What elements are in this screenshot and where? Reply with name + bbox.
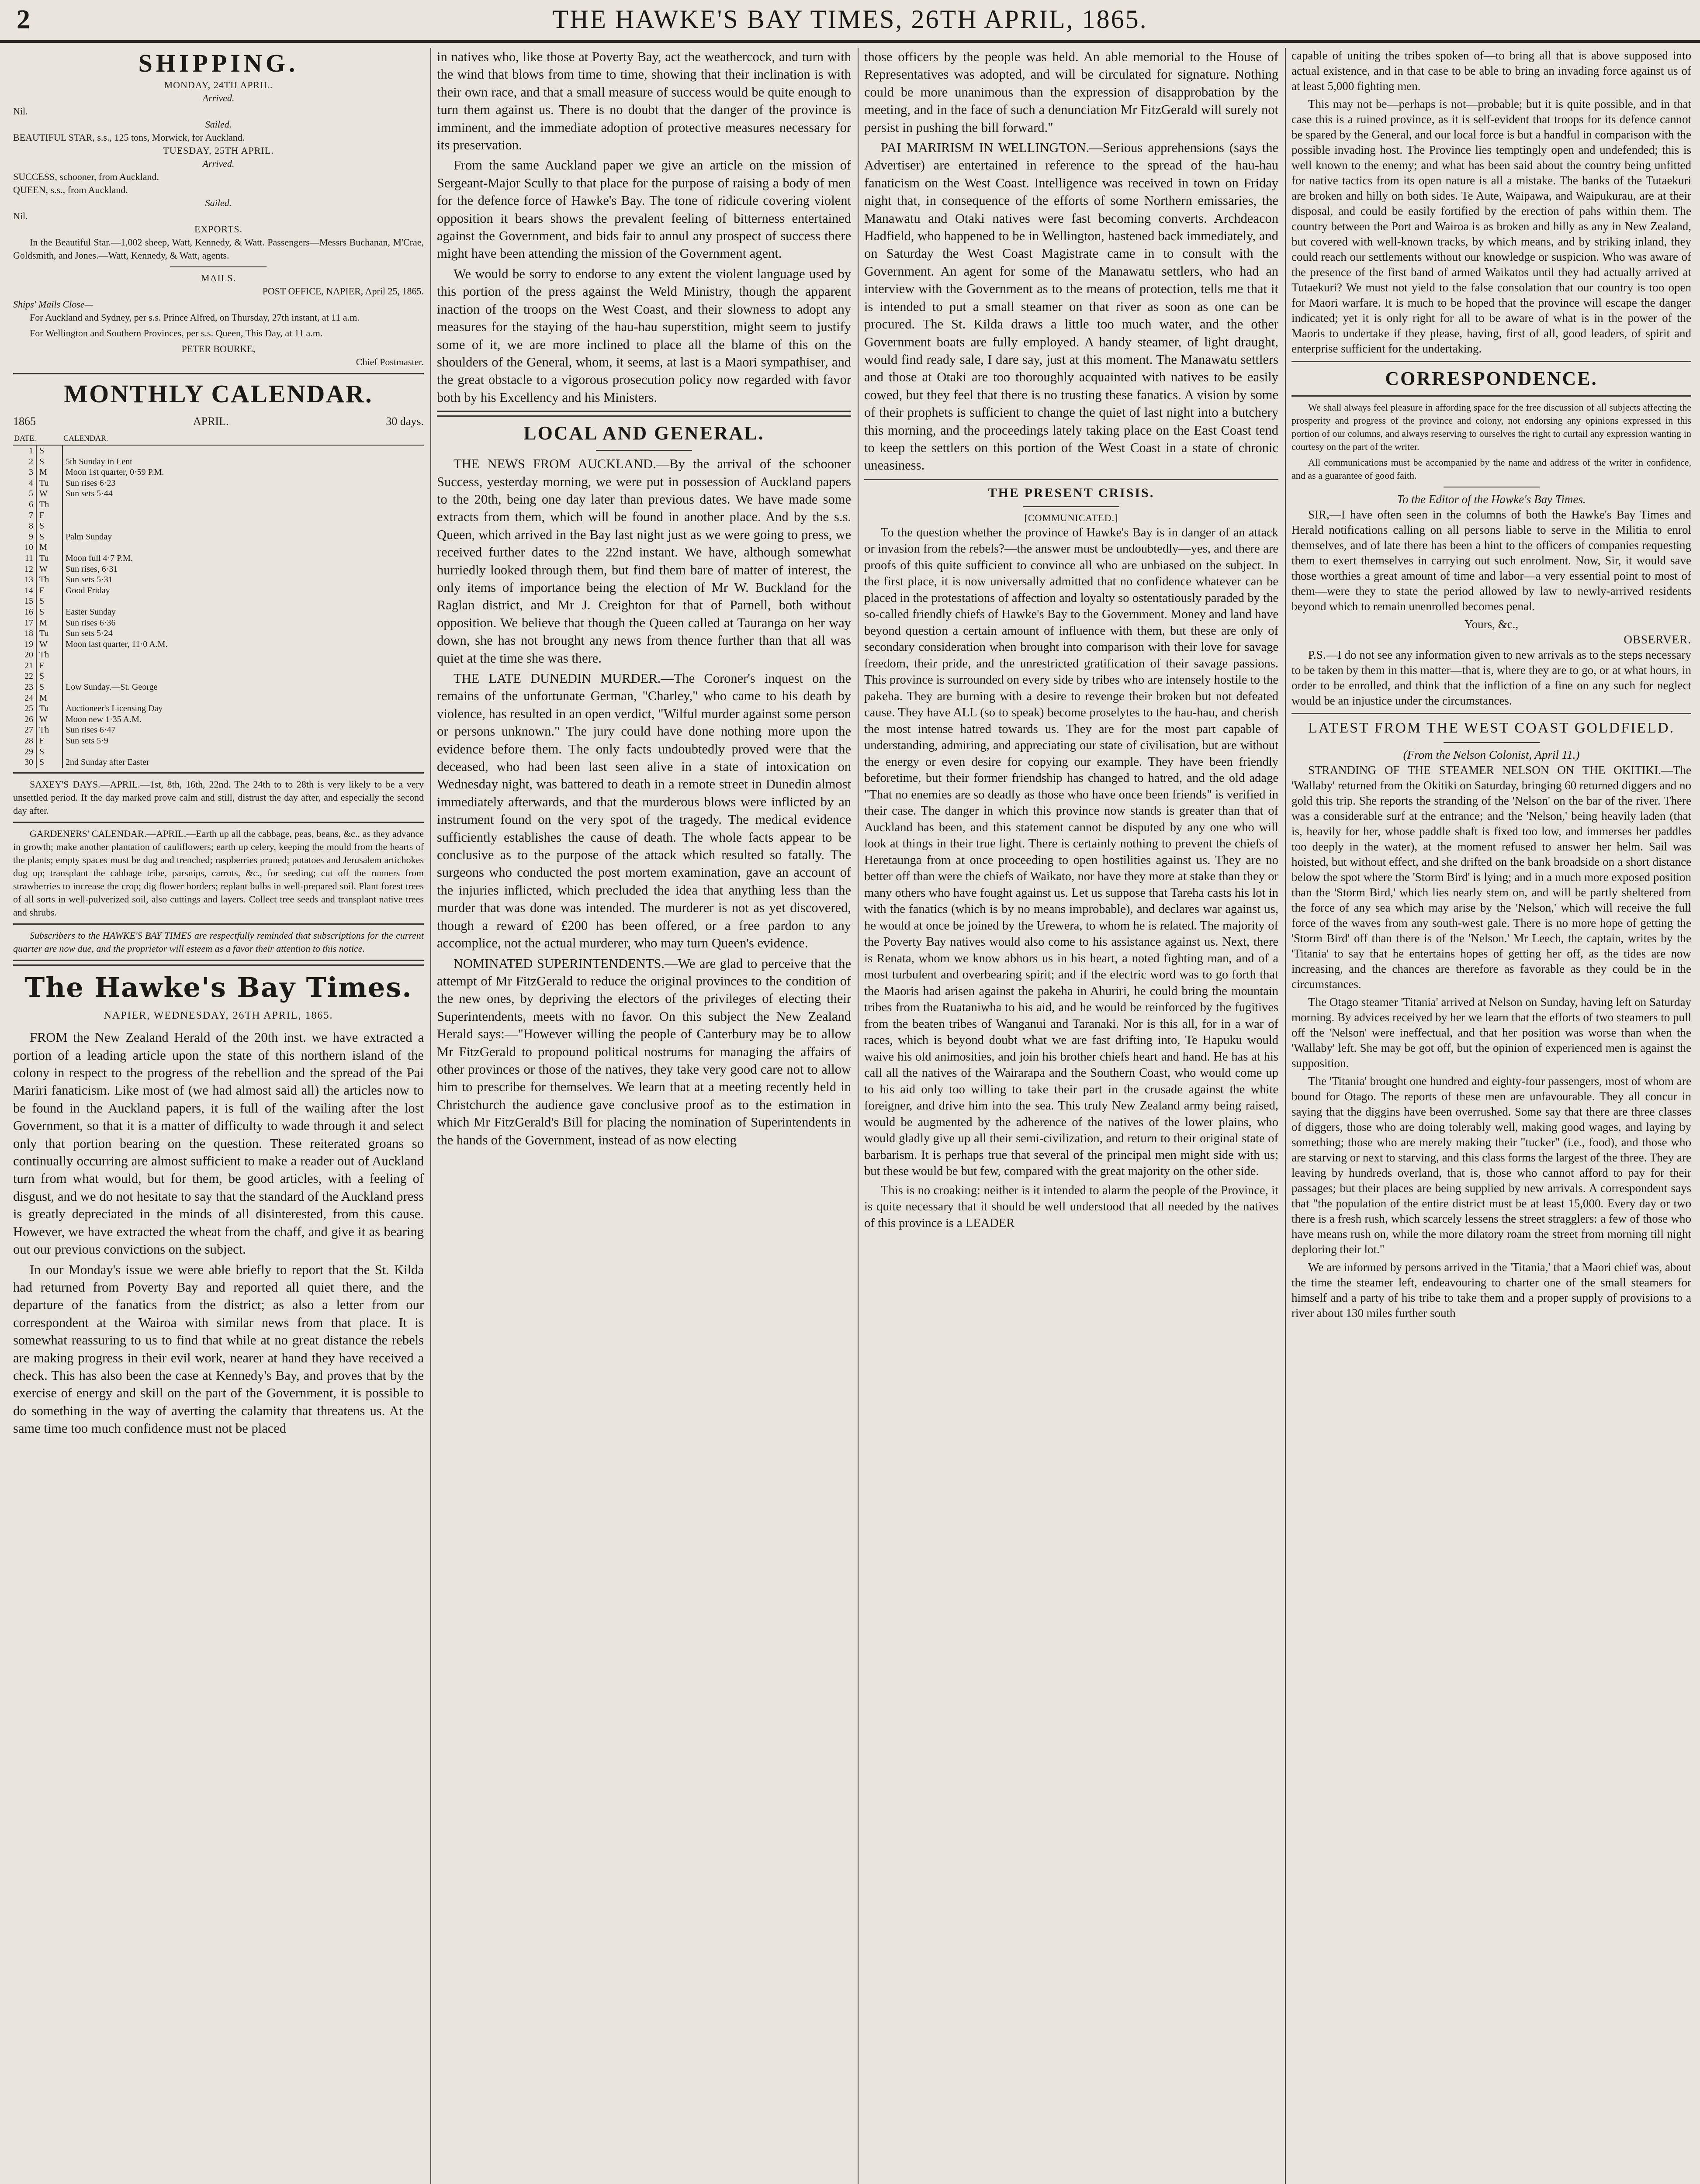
crisis-paragraph: This is no croaking: neither is it intended to alarm the people of the Province, it is quite necessary that it should be well understood that all needed by the natives of this province is a LEADER bbox=[864, 1183, 1278, 1230]
crisis-heading: THE PRESENT CRISIS. bbox=[988, 485, 1155, 500]
shipping-sailed: Sailed. bbox=[205, 119, 232, 130]
calendar-day-number: 7 bbox=[29, 510, 33, 520]
calendar-event: Sun sets 5·31 bbox=[62, 574, 424, 585]
letter-postscript: P.S.—I do not see any information given to new arrivals as to the steps necessary to be taken by them in this matter—that is, where they are to go, or at what hours, in order to be enrolled, and think that the infliction of a fine on any such for neglect would be an injustice under the circumstances. bbox=[1291, 648, 1691, 707]
goldfield-source: (From the Nelson Colonist, April 11.) bbox=[1403, 748, 1580, 761]
shipping-date: MONDAY, 24TH APRIL. bbox=[164, 79, 273, 90]
calendar-event: 5th Sunday in Lent bbox=[62, 456, 424, 467]
column-rule bbox=[430, 48, 431, 2184]
divider bbox=[1023, 506, 1119, 507]
calendar-event: 2nd Sunday after Easter bbox=[62, 757, 424, 768]
calendar-row bbox=[13, 478, 424, 489]
calendar-day-number: 5 bbox=[29, 489, 33, 499]
calendar-weekday: S bbox=[36, 671, 62, 682]
calendar-event bbox=[62, 542, 424, 553]
calendar-day-number: 19 bbox=[24, 639, 33, 649]
saxeys-days: SAXEY'S DAYS.—APRIL.—1st, 8th, 16th, 22nd. The 24th to to 28th is very likely to be a very unsettled period. If the day marked prove calm and still, distrust the day after, and especially the second day after. bbox=[13, 778, 424, 816]
correspondence-notice: We shall always feel pleasure in affording space for the free discussion of all subjects affecting the prosperity and progress of the province and colony, not endorsing any opinions expressed in this portion of our columns, and always reserving to ourselves the right to curtail any expression wanting in courtesy on the part of the writer. bbox=[1291, 402, 1691, 452]
shipping-sailed: Sailed. bbox=[205, 197, 232, 208]
calendar-day-number: 16 bbox=[24, 607, 33, 617]
calendar-event: Moon new 1·35 A.M. bbox=[62, 714, 424, 725]
calendar-subhead bbox=[13, 413, 424, 430]
calendar-row bbox=[13, 618, 424, 629]
leader-paragraph: in natives who, like those at Poverty Bay, act the weathercock, and turn with the wind that blows from time to time, showing that their inclination is with their own race, and that a small measure of success would be quite enough to turn them against us. There is no doubt that the danger of the province is imminent, and the immediate adoption of protective measures necessary for its preservation. bbox=[437, 49, 851, 153]
divider bbox=[596, 450, 692, 451]
goldfield-paragraph: The Otago steamer 'Titania' arrived at Nelson on Sunday, having left on Saturday morning. By advices received by her we learn that the efforts of two steamers to pull off the 'Nelson' were ineffectual, and that her position was worse than when the 'Wallaby' left. She may be got off, but the opinion of experienced men is against the supposition. bbox=[1291, 995, 1691, 1070]
calendar-weekday: S bbox=[36, 746, 62, 757]
letter-signature: OBSERVER. bbox=[1624, 633, 1691, 646]
calendar-event bbox=[62, 445, 424, 456]
crisis-paragraph: capable of uniting the tribes spoken of—to bring all that is above supposed into actual existence, and in that case to be able to bring an invading force against us of at least 5,000 fighting men. bbox=[1291, 49, 1691, 93]
calendar-day-number: 20 bbox=[24, 650, 33, 660]
calendar-event: Moon 1st quarter, 0·59 P.M. bbox=[62, 467, 424, 478]
divider bbox=[170, 266, 267, 267]
calendar-row bbox=[13, 607, 424, 618]
calendar-day-number: 1 bbox=[29, 446, 33, 456]
mails-office: POST OFFICE, NAPIER, April 25, 1865. bbox=[262, 286, 424, 297]
calendar-day-number: 14 bbox=[24, 585, 33, 595]
calendar-day-number: 29 bbox=[24, 746, 33, 757]
local-item: NOMINATED SUPERINTENDENTS.—We are glad to perceive that the attempt of Mr FitzGerald to reduce the original provinces to the condition of the new ones, by depriving the electors of the privileges of electing their Superintendents, meets with no favor. On this subject the New Zealand Herald says:—"However willing the people of Canterbury may be to allow Mr FitzGerald to propound political nostrums for managing the affairs of other provinces or those of the natives, they take very good care not to allow him to prescribe for themselves. We learn that at a meeting recently held in Christchurch the audience gave conclusive proof as to the estimation in which Mr FitzGerald's Bill for placing the nomination of Superintendents in the hands of the Government, instead of as now electing bbox=[437, 956, 851, 1147]
calendar-day-number: 28 bbox=[24, 736, 33, 746]
column-1 bbox=[13, 48, 424, 2184]
calendar-event bbox=[62, 671, 424, 682]
calendar-day-number: 17 bbox=[24, 618, 33, 628]
calendar-weekday: M bbox=[36, 467, 62, 478]
shipping-arrived: Arrived. bbox=[202, 93, 235, 104]
shipping-date: TUESDAY, 25TH APRIL. bbox=[163, 145, 274, 156]
calendar-row bbox=[13, 574, 424, 585]
mails-signer-title: Chief Postmaster. bbox=[356, 356, 424, 367]
mails-item: For Wellington and Southern Provinces, per s.s. Queen, This Day, at 11 a.m. bbox=[30, 328, 323, 339]
calendar-weekday: M bbox=[36, 618, 62, 629]
calendar-row bbox=[13, 682, 424, 693]
calendar-weekday: Tu bbox=[36, 553, 62, 564]
calendar-day-number: 4 bbox=[29, 478, 33, 488]
calendar-weekday: S bbox=[36, 757, 62, 768]
calendar-event: Sun rises 6·36 bbox=[62, 618, 424, 629]
leader-title: The Hawke's Bay Times. bbox=[24, 971, 412, 1003]
leader-paragraph: From the same Auckland paper we give an article on the mission of Sergeant-Major Scully to that place for the purpose of raising a body of men for the defence force of Hawke's Bay. The tone of ridicule covering violent opposition it bears shows the prevalent feeling of bitterness entertained against the Government, and bids fair to annul any prospect of success there might have been attending the mission of the Government agent. bbox=[437, 158, 851, 261]
exports-heading: EXPORTS. bbox=[194, 224, 242, 235]
calendar-event: Sun sets 5·24 bbox=[62, 628, 424, 639]
calendar-row bbox=[13, 660, 424, 671]
letter-yours: Yours, &c., bbox=[1464, 618, 1519, 631]
calendar-month: APRIL. bbox=[193, 415, 229, 428]
calendar-row bbox=[13, 467, 424, 478]
exports-text: In the Beautiful Star.—1,002 sheep, Watt, Kennedy, & Watt. Passengers—Messrs Buchanan, M'Crae, Goldsmith, and Jones.—Watt, Kennedy, & Watt, agents. bbox=[13, 237, 424, 261]
calendar-col-date: DATE. bbox=[13, 432, 62, 445]
calendar-row bbox=[13, 510, 424, 521]
calendar-event bbox=[62, 596, 424, 607]
calendar-day-number: 8 bbox=[29, 521, 33, 531]
divider bbox=[1291, 395, 1691, 397]
calendar-weekday: S bbox=[36, 445, 62, 456]
calendar-row bbox=[13, 693, 424, 704]
calendar-day-number: 13 bbox=[24, 575, 33, 585]
shipping-heading: SHIPPING. bbox=[138, 49, 299, 77]
calendar-day-number: 23 bbox=[24, 682, 33, 692]
calendar-row bbox=[13, 532, 424, 543]
calendar-day-number: 21 bbox=[24, 660, 33, 670]
calendar-event: Sun sets 5·9 bbox=[62, 736, 424, 746]
calendar-day-number: 6 bbox=[29, 499, 33, 509]
shipping-nil: Nil. bbox=[13, 106, 28, 117]
divider bbox=[13, 772, 424, 774]
calendar-row bbox=[13, 639, 424, 650]
calendar-row bbox=[13, 445, 424, 456]
calendar-weekday: S bbox=[36, 682, 62, 693]
calendar-event bbox=[62, 660, 424, 671]
calendar-row bbox=[13, 596, 424, 607]
calendar-day-number: 9 bbox=[29, 532, 33, 542]
calendar-day-number: 22 bbox=[24, 671, 33, 681]
calendar-table bbox=[13, 432, 424, 767]
divider bbox=[437, 411, 851, 417]
local-item: those officers by the people was held. An able memorial to the House of Representatives was adopted, and will be circulated for signature. Nothing could be more unanimous than the expression of disapprobation by the meeting, and in the face of such a denunciation Mr FitzGerald will surely not persist in pushing the bill forward." bbox=[864, 49, 1278, 135]
calendar-day-number: 12 bbox=[24, 564, 33, 574]
page-number: 2 bbox=[17, 5, 30, 35]
calendar-col-calendar: CALENDAR. bbox=[62, 432, 424, 445]
calendar-event: Moon last quarter, 11·0 A.M. bbox=[62, 639, 424, 650]
divider bbox=[13, 822, 424, 823]
calendar-row bbox=[13, 564, 424, 575]
divider bbox=[1444, 742, 1540, 743]
calendar-heading: MONTHLY CALENDAR. bbox=[64, 380, 373, 408]
calendar-weekday: F bbox=[36, 660, 62, 671]
calendar-event bbox=[62, 650, 424, 660]
column-3 bbox=[864, 48, 1278, 2184]
calendar-row bbox=[13, 628, 424, 639]
calendar-day-number: 10 bbox=[24, 543, 33, 553]
calendar-row bbox=[13, 542, 424, 553]
leader-paragraph: In our Monday's issue we were able briefly to report that the St. Kilda had returned from Poverty Bay and reported all quiet there, and the departure of the fanatics from the district; as also a letter from our correspondent at the Wairoa with similar news from that place. It is somewhat reassuring to us to find that while at no great distance the rebels are making progress in their evil work, nearer at hand they have received a check. This has also been the case at Kennedy's Bay, and proves that by the exercise of energy and skill on the part of the Government, it is possible to do something in the way of averting the calamity that threatens us. At the same time too much confidence must not be placed bbox=[13, 1262, 424, 1436]
crisis-paragraph: This may not be—perhaps is not—probable; but it is quite possible, and in that case this is a ruined province, as it is self-evident that troops for its defence cannot be spared by the General, and our local force is but a handful in comparison with the possible invading host. The Province lies temptingly open and undefended; this is well known to the enemy; and what has been said about the country being unfitted for native tactics from its open nature is all a mistake. The banks of the Tutaekuri are broken and hilly on both sides. Te Aute, Waipawa, and Waipukurau, are at their disposal, and could be easily fortified by the erection of pahs within them. The country between the Port and Wairoa is as broken and hilly as any in New Zealand, but covered with well-known tracks, by which means, and by striking inland, they could reach our settlements without our knowledge or suspicion. Who was aware of the presence of the first band of armed Waikatos until they had actually arrived at Tutaekuri? We must not yield to the false consolation that our country is too open for Maori warfare. It is much to be hoped that the province will escape the danger indicated; yet it is only right for all to be aware of what is in the power of the Maoris to undertake if they please, having, first of all, good leaders, of spirit and enterprise sufficient for the undertaking. bbox=[1291, 97, 1691, 355]
goldfield-paragraph: The 'Titania' brought one hundred and eighty-four passengers, most of whom are bound for Otago. The reports of these men are unfavourable. They all concur in saying that the diggins have been overrushed. Some say that there are three classes of diggers, those who are doing tolerably well, making good wages, and laying by something; those who are merely making their "tucker" (i.e., food), and those who are starving or next to starving, and this class forms the largest of the three. They are leaving by hundreds overland, that is, those who cannot afford to pay for their passages; but their places are being supplied by new arrivals. A correspondent says that "the population of the entire district must be at least 15,000. Every day or two there is a fresh rush, which scarcely lessens the street stragglers: a few of those who have means rush on, while the more dilatory roam the street from morning till night deploring their lot." bbox=[1291, 1075, 1691, 1256]
shipping-nil: Nil. bbox=[13, 211, 28, 221]
calendar-row bbox=[13, 488, 424, 499]
calendar-weekday: Th bbox=[36, 499, 62, 510]
calendar-row bbox=[13, 521, 424, 532]
calendar-weekday: S bbox=[36, 607, 62, 618]
calendar-row bbox=[13, 703, 424, 714]
calendar-event: Good Friday bbox=[62, 585, 424, 596]
crisis-paragraph: To the question whether the province of Hawke's Bay is in danger of an attack or invasion from the rebels?—the answer must be undoubtedly—yes, and there are proofs of this quite sufficient to convince all who are unbiased on the subject. In the first place, it is now universally admitted that no confidence whatever can be placed in the protestations of affection and loyalty so ostentatiously paraded by the so-called friendly chiefs of Hawke's Bay to the Government. Money and land have beyond question a certain amount of influence with them, but these are only of secondary consideration when brought into comparison with their love for savage freedom, their pride, and the unrestricted gratification of their savage passions. This province is surrounded on every side by tribes who are intensely hostile to the pakeha. They are burning with a desire to revenge their broken but not defeated cause. They have ALL (so to speak) become proselytes to the hau-hau, and cherish the most intense hatred towards us. They are for the most part capable of understanding, admiring, and appreciating our state of civilisation, but are without the energy or even desire for copying our example. They have been friendly beforetime, but their former friendship has changed to hatred, and the old adage "That no enemies are so deadly as those who have once been friends" is verified in their case. The danger in which this province now stands is greater than that of Auckland has been, and this statement cannot be disputed by any one who will look at things in their true light. There is certainly nothing to prevent the chiefs of Heretaunga from at once proceeding to open hostilities against us. They are no better off than were the chiefs of Waikato, nor have they more at stake than they or many others who have fought against us. Let us suppose that Tareha casts his lot in with the fanatics (which is by no means improbable), and declares war against us, he would at once be joined by the Urewera, to whom he is related. The majority of the Poverty Bay natives would also come to his assistance against us. Next, there is Renata, whom we know abhors us in his heart, a noted fighting man, and of a most turbulent and overbearing spirit; and if the electric word was to go forth that the Maoris had arisen against the pakeha in Ahuriri, he could bring the mountain tribes from the Ruataniwha to his aid, and he would be reinforced by the fugitives from the beaten tribes of Wanganui and Taranaki. Nor is this all, for in a war of races, which is beyond doubt what we are fast drifting into, Te Hapuku would waive his old animosities, and join his brother chiefs heart and hand. He has at his call all the natives of the Wairarapa and the Southern Coast, who would come up to his aid only too willing to take their part in the crusade against the white foreigner, and drive him into the sea. This truly New Zealand army being raised, would be augmented by the adherence of the natives of the lower plains, who would gladly give up all their semi-civilization, and return to their original state of barbarism. It is perhaps true that several of the principal men might side with us; but these would be but few, compared with the great majority on the other side. bbox=[864, 525, 1278, 1178]
divider bbox=[13, 923, 424, 925]
goldfield-heading: LATEST FROM THE WEST COAST GOLDFIELD. bbox=[1308, 720, 1675, 736]
calendar-event bbox=[62, 499, 424, 510]
goldfield-paragraph: STRANDING OF THE STEAMER NELSON ON THE OKITIKI.—The 'Wallaby' returned from the Okitiki on Saturday, bringing 60 returned diggers and no gold this trip. She reports the stranding of the 'Nelson' on the bar of the river. There was a considerable surf at the entrance; and the 'Nelson,' being heavily laden (that is, heavily for her, whose paddle shaft is fixed too low, and immerses her paddles too deeply in the water), at the moment refused to answer her helm. Sail was hoisted, but without effect, and she drifted on the bank broadside on a short distance below the spot where the 'Storm Bird' is lying; and in a much more exposed position than the 'Storm Bird,' which lies nearly stem on, and will be partly sheltered from the force of any sea which may arise by the 'Nelson,' which will receive the full force of the waves from any south-west gale. There is no more hope of getting the 'Storm Bird' off than there is of the 'Nelson.' Mr Leech, the captain, writes by the 'Titania' to say that he entertains hopes of getting her off, as the tides are now increasing, and the chances are therefore as favorable as they could be in the circumstances. bbox=[1291, 764, 1691, 991]
calendar-day-number: 3 bbox=[29, 467, 33, 477]
calendar-row bbox=[13, 499, 424, 510]
calendar-event bbox=[62, 693, 424, 704]
calendar-weekday: Th bbox=[36, 650, 62, 660]
calendar-day-number: 18 bbox=[24, 629, 33, 639]
calendar-weekday: W bbox=[36, 488, 62, 499]
calendar-weekday: W bbox=[36, 564, 62, 575]
calendar-header-row bbox=[13, 432, 424, 445]
calendar-weekday: W bbox=[36, 714, 62, 725]
mails-heading: MAILS. bbox=[201, 273, 236, 283]
calendar-event bbox=[62, 746, 424, 757]
masthead bbox=[0, 0, 1700, 43]
calendar-day-number: 27 bbox=[24, 725, 33, 735]
divider bbox=[1291, 713, 1691, 714]
calendar-year: 1865 bbox=[13, 415, 36, 428]
calendar-weekday: S bbox=[36, 532, 62, 543]
divider bbox=[1291, 361, 1691, 362]
calendar-weekday: F bbox=[36, 585, 62, 596]
calendar-day-number: 24 bbox=[24, 693, 33, 703]
calendar-weekday: W bbox=[36, 639, 62, 650]
shipping-entry: QUEEN, s.s., from Auckland. bbox=[13, 184, 128, 195]
correspondence-notice: All communications must be accompanied by the name and address of the writer in confidence, and as a guarantee of good faith. bbox=[1291, 457, 1691, 481]
mails-signer: PETER BOURKE, bbox=[181, 343, 256, 354]
crisis-sub: [COMMUNICATED.] bbox=[1024, 512, 1118, 523]
calendar-event: Sun rises 6·47 bbox=[62, 725, 424, 736]
subscribers-notice: Subscribers to the HAWKE'S BAY TIMES are respectfully reminded that subscriptions for the current quarter are now due, and the proprietor will esteem as a favor their attention to this notice. bbox=[13, 930, 424, 954]
calendar-day-number: 30 bbox=[24, 757, 33, 767]
calendar-event: Auctioneer's Licensing Day bbox=[62, 703, 424, 714]
column-rule bbox=[1285, 48, 1286, 2184]
calendar-row bbox=[13, 714, 424, 725]
leader-paragraph: We would be sorry to endorse to any extent the violent language used by this portion of the press against the Weld Ministry, though the apparent inaction of the troops on the West Coast, and their slowness to adopt any measures for the staying of the hau-hau superstition, might seem to justify some of it, we are more inclined to place all the blame of this on the shoulders of the General, whom, it seems, at last is a Maori sympathiser, and the great obstacle to a vigorous prosecution policy now regarded with favor both by his Excellency and his Ministers. bbox=[437, 266, 851, 405]
goldfield-paragraph: We are informed by persons arrived in the 'Titania,' that a Maori chief was, about the time the steamer left, endeavouring to charter one of the small steamers for himself and a party of his tribe to take them and a proper supply of provisions to a river about 130 miles further south bbox=[1291, 1261, 1691, 1320]
calendar-weekday: S bbox=[36, 456, 62, 467]
calendar-weekday: Tu bbox=[36, 703, 62, 714]
shipping-entry: SUCCESS, schooner, from Auckland. bbox=[13, 171, 159, 182]
calendar-weekday: S bbox=[36, 596, 62, 607]
calendar-row bbox=[13, 585, 424, 596]
calendar-row bbox=[13, 736, 424, 746]
leader-paragraph: FROM the New Zealand Herald of the 20th inst. we have extracted a portion of a leading article upon the state of this northern island of the colony in respect to the progress of the rebellion and the spread of the Pai Mariri fanaticism. Like most of (we had almost said all) the articles now to be found in the Auckland papers, it is full of the wailing after the lost Government, so that it is a matter of difficulty to wade through it and select only that portion bearing on the question. These reiterated groans so continually occurring are almost sufficient to make a reader out of Auckland turn from what would, but for them, be good articles, with a feeling of disgust, and we do not hesitate to say that the standard of the Auckland press is greatly depreciated in the minds of all disinterested, from this cause. However, we have extracted the wheat from the chaff, and give it as bearing out our previous convictions on the subject. bbox=[13, 1030, 424, 1257]
divider bbox=[13, 373, 424, 374]
calendar-weekday: M bbox=[36, 542, 62, 553]
calendar-weekday: F bbox=[36, 736, 62, 746]
calendar-row bbox=[13, 650, 424, 660]
calendar-row bbox=[13, 757, 424, 768]
calendar-event: Moon full 4·7 P.M. bbox=[62, 553, 424, 564]
calendar-weekday: Tu bbox=[36, 478, 62, 489]
local-item: PAI MARIRISM IN WELLINGTON.—Serious apprehensions (says the Advertiser) are entertained in reference to the spread of the hau-hau fanaticism on the West Coast. Intelligence was received in town on Friday night that, in consequence of the efforts of some Northern emissaries, the Manawatu and Otaki natives were fast becoming converts. Archdeacon Hadfield, who happened to be in Wellington, hastened back immediately, and on Saturday the West Coast Magistrate came in to consult with the Government. An agent for some of the Manawatu settlers, who had an interview with the Government as to the means of protection, tells me that it is intended to put a small steamer on that river as soon as one can be procured. The St. Kilda draws a little too much water, and the other Government boats are fully employed. A handy steamer, of light draught, would find ready sale, I dare say, just at this moment. The Manawatu settlers and those at Otaki are too thoroughly acquainted with natives to be easily cowed, but they feel that there is no trusting these fanatics. A vision by some of their prophets is sufficient to change the quiet of last night into a butchery this morning, and the proceedings lately taking place on the East Coast tend to keep the settlers on this portion of the West Coast in a state of chronic uneasiness. bbox=[864, 140, 1278, 473]
column-4 bbox=[1291, 48, 1691, 2184]
calendar-event: Easter Sunday bbox=[62, 607, 424, 618]
calendar-event: Low Sunday.—St. George bbox=[62, 682, 424, 693]
calendar-weekday: F bbox=[36, 510, 62, 521]
local-heading: LOCAL AND GENERAL. bbox=[523, 422, 765, 444]
shipping-arrived: Arrived. bbox=[202, 158, 235, 169]
calendar-event: Sun sets 5·44 bbox=[62, 488, 424, 499]
divider bbox=[13, 960, 424, 966]
calendar-body bbox=[13, 445, 424, 768]
calendar-weekday: M bbox=[36, 693, 62, 704]
calendar-row bbox=[13, 456, 424, 467]
calendar-weekday: Th bbox=[36, 725, 62, 736]
mails-item: For Auckland and Sydney, per s.s. Prince Alfred, on Thursday, 27th instant, at 11 a.m. bbox=[30, 312, 360, 323]
calendar-event: Palm Sunday bbox=[62, 532, 424, 543]
calendar-event bbox=[62, 521, 424, 532]
calendar-row bbox=[13, 725, 424, 736]
calendar-event bbox=[62, 510, 424, 521]
leader-dateline: NAPIER, WEDNESDAY, 26TH APRIL, 1865. bbox=[104, 1009, 333, 1021]
letter-to-editor: To the Editor of the Hawke's Bay Times. bbox=[1397, 493, 1586, 506]
column-rule bbox=[858, 48, 859, 2184]
calendar-day-number: 25 bbox=[24, 704, 33, 714]
calendar-weekday: Tu bbox=[36, 628, 62, 639]
calendar-day-number: 26 bbox=[24, 714, 33, 724]
local-item: THE NEWS FROM AUCKLAND.—By the arrival of the schooner Success, yesterday morning, we were put in possession of Auckland papers to the 20th, being one day later than previous dates. We have made some extracts from them, which will be found in another place. And by the s.s. Queen, which arrived in the Bay last night just as we were going to press, we received further dates to the 22nd instant. We have, although somewhat hurriedly looked through them, but find them bare of matter of interest, the only items of importance being the election of Mr W. Buckland for the Raglan district, and Mr J. Creighton for that of Parnell, both without opposition. We believe that though the Queen called at Tauranga on her way down, she has not brought any news from thence further than that all was quiet at the time she was there. bbox=[437, 456, 851, 666]
calendar-event: Sun rises, 6·31 bbox=[62, 564, 424, 575]
gardeners-calendar: GARDENERS' CALENDAR.—APRIL.—Earth up all the cabbage, peas, beans, &c., as they advance in growth; make another plantation of cauliflowers; earth up celery, keeping the mould from the hearts of the plants; empty spaces must be dug and trenched; raspberries pruned; potatoes and Jerusalem artichokes dug up; transplant the cabbage tribe, parsnips, carrots, &c., for seeding; cut off the runners from strawberries to increase the crop; dig flower borders; replant bulbs in well-prepared soil. Plant forest trees of all sorts in well-pulverized soil, also cuttings and layers. Collect tree seeds and transplant native trees and shrubs. bbox=[13, 828, 424, 918]
divider bbox=[864, 479, 1278, 480]
calendar-weekday: Th bbox=[36, 574, 62, 585]
calendar-row bbox=[13, 671, 424, 682]
mails-close: Ships' Mails Close— bbox=[13, 299, 93, 310]
local-item: THE LATE DUNEDIN MURDER.—The Coroner's inquest on the remains of the unfortunate German, "Charley," who came to his death by violence, has resulted in an open verdict, "Wilful murder against some person or persons unknown." The jury could have done nothing more upon the evidence before them. The only facts undoubtedly proved were that the deceased, who had been last seen alive in a state of intoxication on Wednesday night, was battered to death in a remote street in Dunedin almost immediately afterwards, and that the murderous blows were inflicted by an instrument found on the very spot of the tragedy. The medical evidence sufficiently establishes the cause of death. The whole facts appear to be conclusive as to the purpose of the attack which resulted so fatally. The surgeons who conducted the post mortem examination, gave an account of the injuries inflicted, which precluded the idea that anything less than the murder that was done was intended. The murderer is not as yet discovered, though a reward of £200 has been offered, or a free pardon to any accomplice, not the actual murderer, who may turn Queen's evidence. bbox=[437, 671, 851, 951]
masthead-title: THE HAWKE'S BAY TIMES, 26TH APRIL, 1865. bbox=[552, 5, 1148, 34]
calendar-day-number: 11 bbox=[24, 553, 33, 563]
calendar-event: Sun rises 6·23 bbox=[62, 478, 424, 489]
column-2 bbox=[437, 48, 851, 2184]
calendar-day-number: 2 bbox=[29, 456, 33, 467]
calendar-days: 30 days. bbox=[386, 415, 424, 428]
calendar-day-number: 15 bbox=[24, 596, 33, 606]
shipping-entry: BEAUTIFUL STAR, s.s., 125 tons, Morwick, for Auckland. bbox=[13, 132, 245, 143]
calendar-weekday: S bbox=[36, 521, 62, 532]
calendar-row bbox=[13, 553, 424, 564]
letter-body: SIR,—I have often seen in the columns of both the Hawke's Bay Times and Herald notifications calling on all persons liable to serve in the Militia to enrol themselves, and of late there has been a hint to the officers of companies requesting them to exert themselves in carrying out such enrolment. Now, Sir, it would save those worthies a great amount of time and labor—a very essential point to most of them—were they to state the period allowed by law to newly-arrived residents beyond which to remain unenrolled becomes penal. bbox=[1291, 508, 1691, 613]
correspondence-heading: CORRESPONDENCE. bbox=[1385, 368, 1598, 389]
calendar-row bbox=[13, 746, 424, 757]
